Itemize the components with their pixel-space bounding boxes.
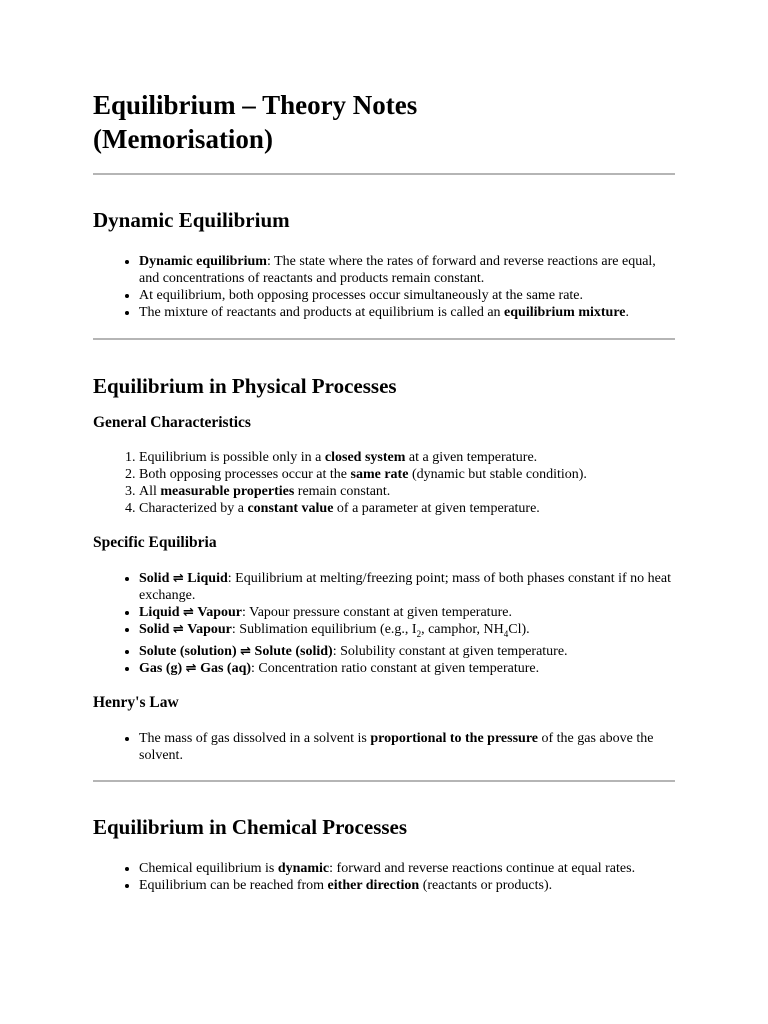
list-item: • Liquid ⇌ Vapour: Vapour pressure constant at given temperature. [139,604,675,621]
list-item: • Gas (g) ⇌ Gas (aq): Concentration ratio constant at given temperature. [139,660,675,677]
reversible-arrow-icon: ⇌ [172,571,184,586]
page-title-line1: Equilibrium – Theory Notes [93,90,418,120]
list-item: • Solute (solution) ⇌ Solute (solid): Solubility constant at given temperature. [139,643,675,660]
specific-list [93,570,675,677]
henry-list [93,730,675,764]
list-item: 1. Equilibrium is possible only in a closed system at a given temperature. [139,449,675,466]
list-item: 3. All measurable properties remain constant. [139,483,675,500]
section-heading-chemical: Equilibrium in Chemical Processes [93,814,408,839]
reversible-arrow-icon: ⇌ [240,643,252,659]
list-item: • At equilibrium, both opposing processes occur simultaneously at the same rate. [139,287,675,304]
divider [93,780,675,782]
divider [93,338,675,340]
list-item: • The mass of gas dissolved in a solvent is proportional to the pressure of the gas above the solvent. [139,730,675,764]
list-item: • Dynamic equilibrium: The state where the rates of forward and reverse reactions are equal, and concentrations of reactants and products remain constant. [139,253,675,287]
list-item: • Equilibrium can be reached from either direction (reactants or products). [139,877,675,894]
section-heading-dynamic: Dynamic Equilibrium [93,208,290,232]
list-item: • Solid ⇌ Liquid: Equilibrium at melting/freezing point; mass of both phases constant if no heat exchange. [139,570,675,604]
subheading-general: General Characteristics [93,414,251,431]
list-item: • The mixture of reactants and products at equilibrium is called an equilibrium mixture. [139,304,675,321]
list-item: • Solid ⇌ Vapour: Sublimation equilibrium (e.g., $I_2$, camphor, $NH_4Cl$). [139,621,675,643]
general-list [93,449,675,517]
subheading-specific: Specific Equilibria [93,534,217,551]
subheading-henry: Henry's Law [93,693,179,711]
page-title [93,0,675,156]
reversible-arrow-icon: ⇌ [182,605,194,620]
list-item: • Chemical equilibrium is dynamic: forward and reverse reactions continue at equal rates. [139,860,675,877]
dynamic-list [93,253,675,321]
list-item: 4. Characterized by a constant value of a parameter at given temperature. [139,500,675,517]
page-title-line2: (Memorisation) [93,124,273,154]
section-heading-physical: Equilibrium in Physical Processes [93,374,397,398]
chemical-list [93,860,675,894]
divider [93,173,675,175]
reversible-arrow-icon: ⇌ [185,660,197,676]
list-item: 2. Both opposing processes occur at the same rate (dynamic but stable condition). [139,466,675,483]
reversible-arrow-icon: ⇌ [172,622,184,637]
